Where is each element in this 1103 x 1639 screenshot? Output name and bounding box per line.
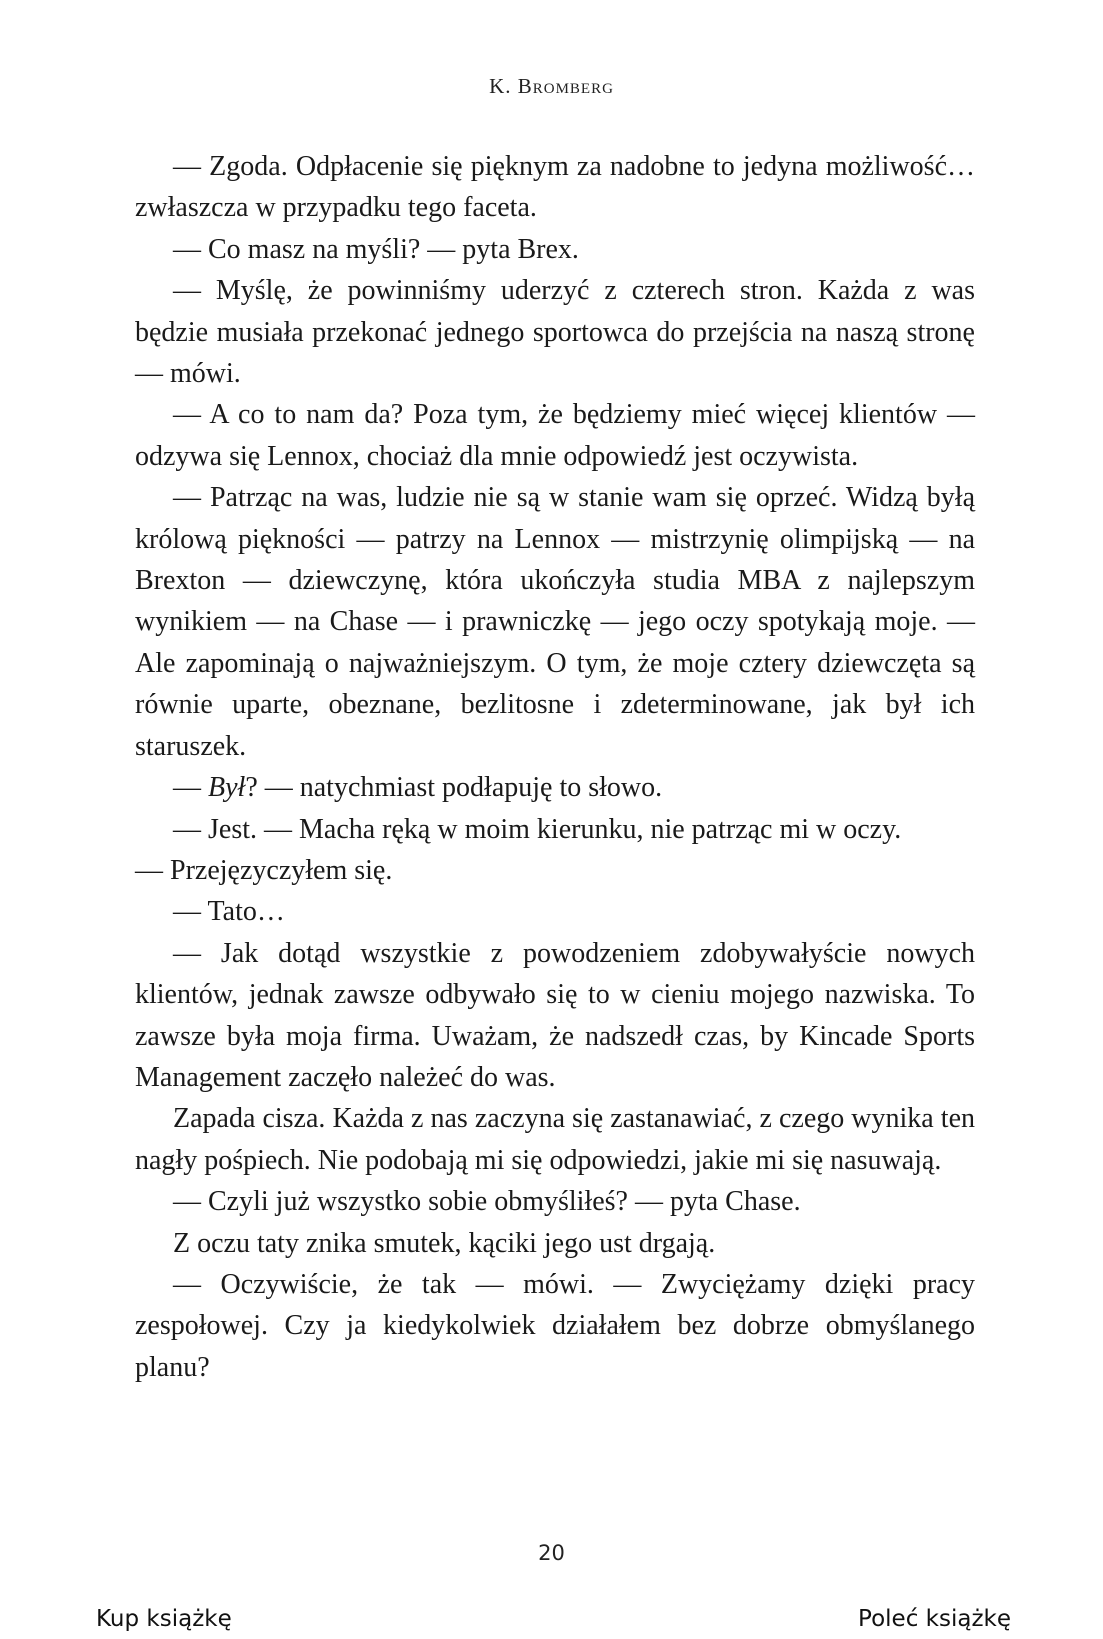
paragraph: — Zgoda. Odpłacenie się pięknym za nadobne to jedyna możliwość… zwłaszcza w przypadku tego faceta. bbox=[135, 151, 975, 224]
page-number: 20 bbox=[538, 1541, 565, 1565]
buy-book-link[interactable]: Kup książkę bbox=[96, 1606, 232, 1632]
paragraph: — Oczywiście, że tak — mówi. — Zwyciężamy dzięki pracy zespołowej. Czy ja kiedykolwiek działałem bez dobrze obmyślanego planu? bbox=[135, 1268, 975, 1383]
paragraph: — Myślę, że powinniśmy uderzyć z czterech stron. Każda z was będzie musiała przekonać jednego sportowca do przejścia na naszą stronę — mówi. bbox=[135, 275, 975, 390]
paragraph: — Jak dotąd wszystkie z powodzeniem zdobywałyście nowych klientów, jednak zawsze odbywało się to w cieniu mojego nazwiska. To zawsze była moja firma. Uważam, że nadszedł czas, by Kincade Sports Management zaczęło należeć do was. bbox=[135, 937, 975, 1093]
body-text bbox=[135, 146, 975, 1388]
paragraph: — Patrząc na was, ludzie nie są w stanie wam się oprzeć. Widzą byłą królową piękności — patrzy na Lennox — mistrzynię olimpijską — na Brexton — dziewczynę, która ukończyła studia MBA z najlepszym wynikiem — na Chase — i prawniczkę — jego oczy spotykają moje. — Ale zapominają o najważniejszym. O tym, że moje cztery dziewczęta są równie uparte, obeznane, bezlitosne i zdeterminowane, jak był ich staruszek. bbox=[135, 482, 975, 762]
paragraph: Zapada cisza. Każda z nas zaczyna się zastanawiać, z czego wynika ten nagły pośpiech. Nie podobają mi się odpowiedzi, jakie mi się nasuwają. bbox=[135, 1103, 975, 1176]
paragraph: Z oczu taty znika smutek, kąciki jego ust drgają. bbox=[173, 1227, 716, 1259]
paragraph: — Co masz na myśli? — pyta Brex. bbox=[173, 233, 579, 265]
italic-word: Był bbox=[208, 772, 246, 804]
paragraph: — Tato… bbox=[173, 896, 285, 928]
paragraph-rest: ? — natychmiast podłapuję to słowo. bbox=[245, 772, 663, 804]
paragraph: — Przejęzyczyłem się. bbox=[135, 854, 393, 886]
paragraph bbox=[135, 767, 975, 808]
dialogue-dash: — bbox=[173, 772, 208, 804]
paragraph: — Jest. — Macha ręką w moim kierunku, nie patrząc mi w oczy. bbox=[173, 813, 902, 845]
paragraph: — Czyli już wszystko sobie obmyśliłeś? — pyta Chase. bbox=[173, 1186, 801, 1218]
recommend-book-link[interactable]: Poleć książkę bbox=[858, 1606, 1011, 1632]
running-head: K. Bromberg bbox=[489, 74, 614, 98]
paragraph: — A co to nam da? Poza tym, że będziemy mieć więcej klientów — odzywa się Lennox, chociaż dla mnie odpowiedź jest oczywista. bbox=[135, 399, 975, 472]
